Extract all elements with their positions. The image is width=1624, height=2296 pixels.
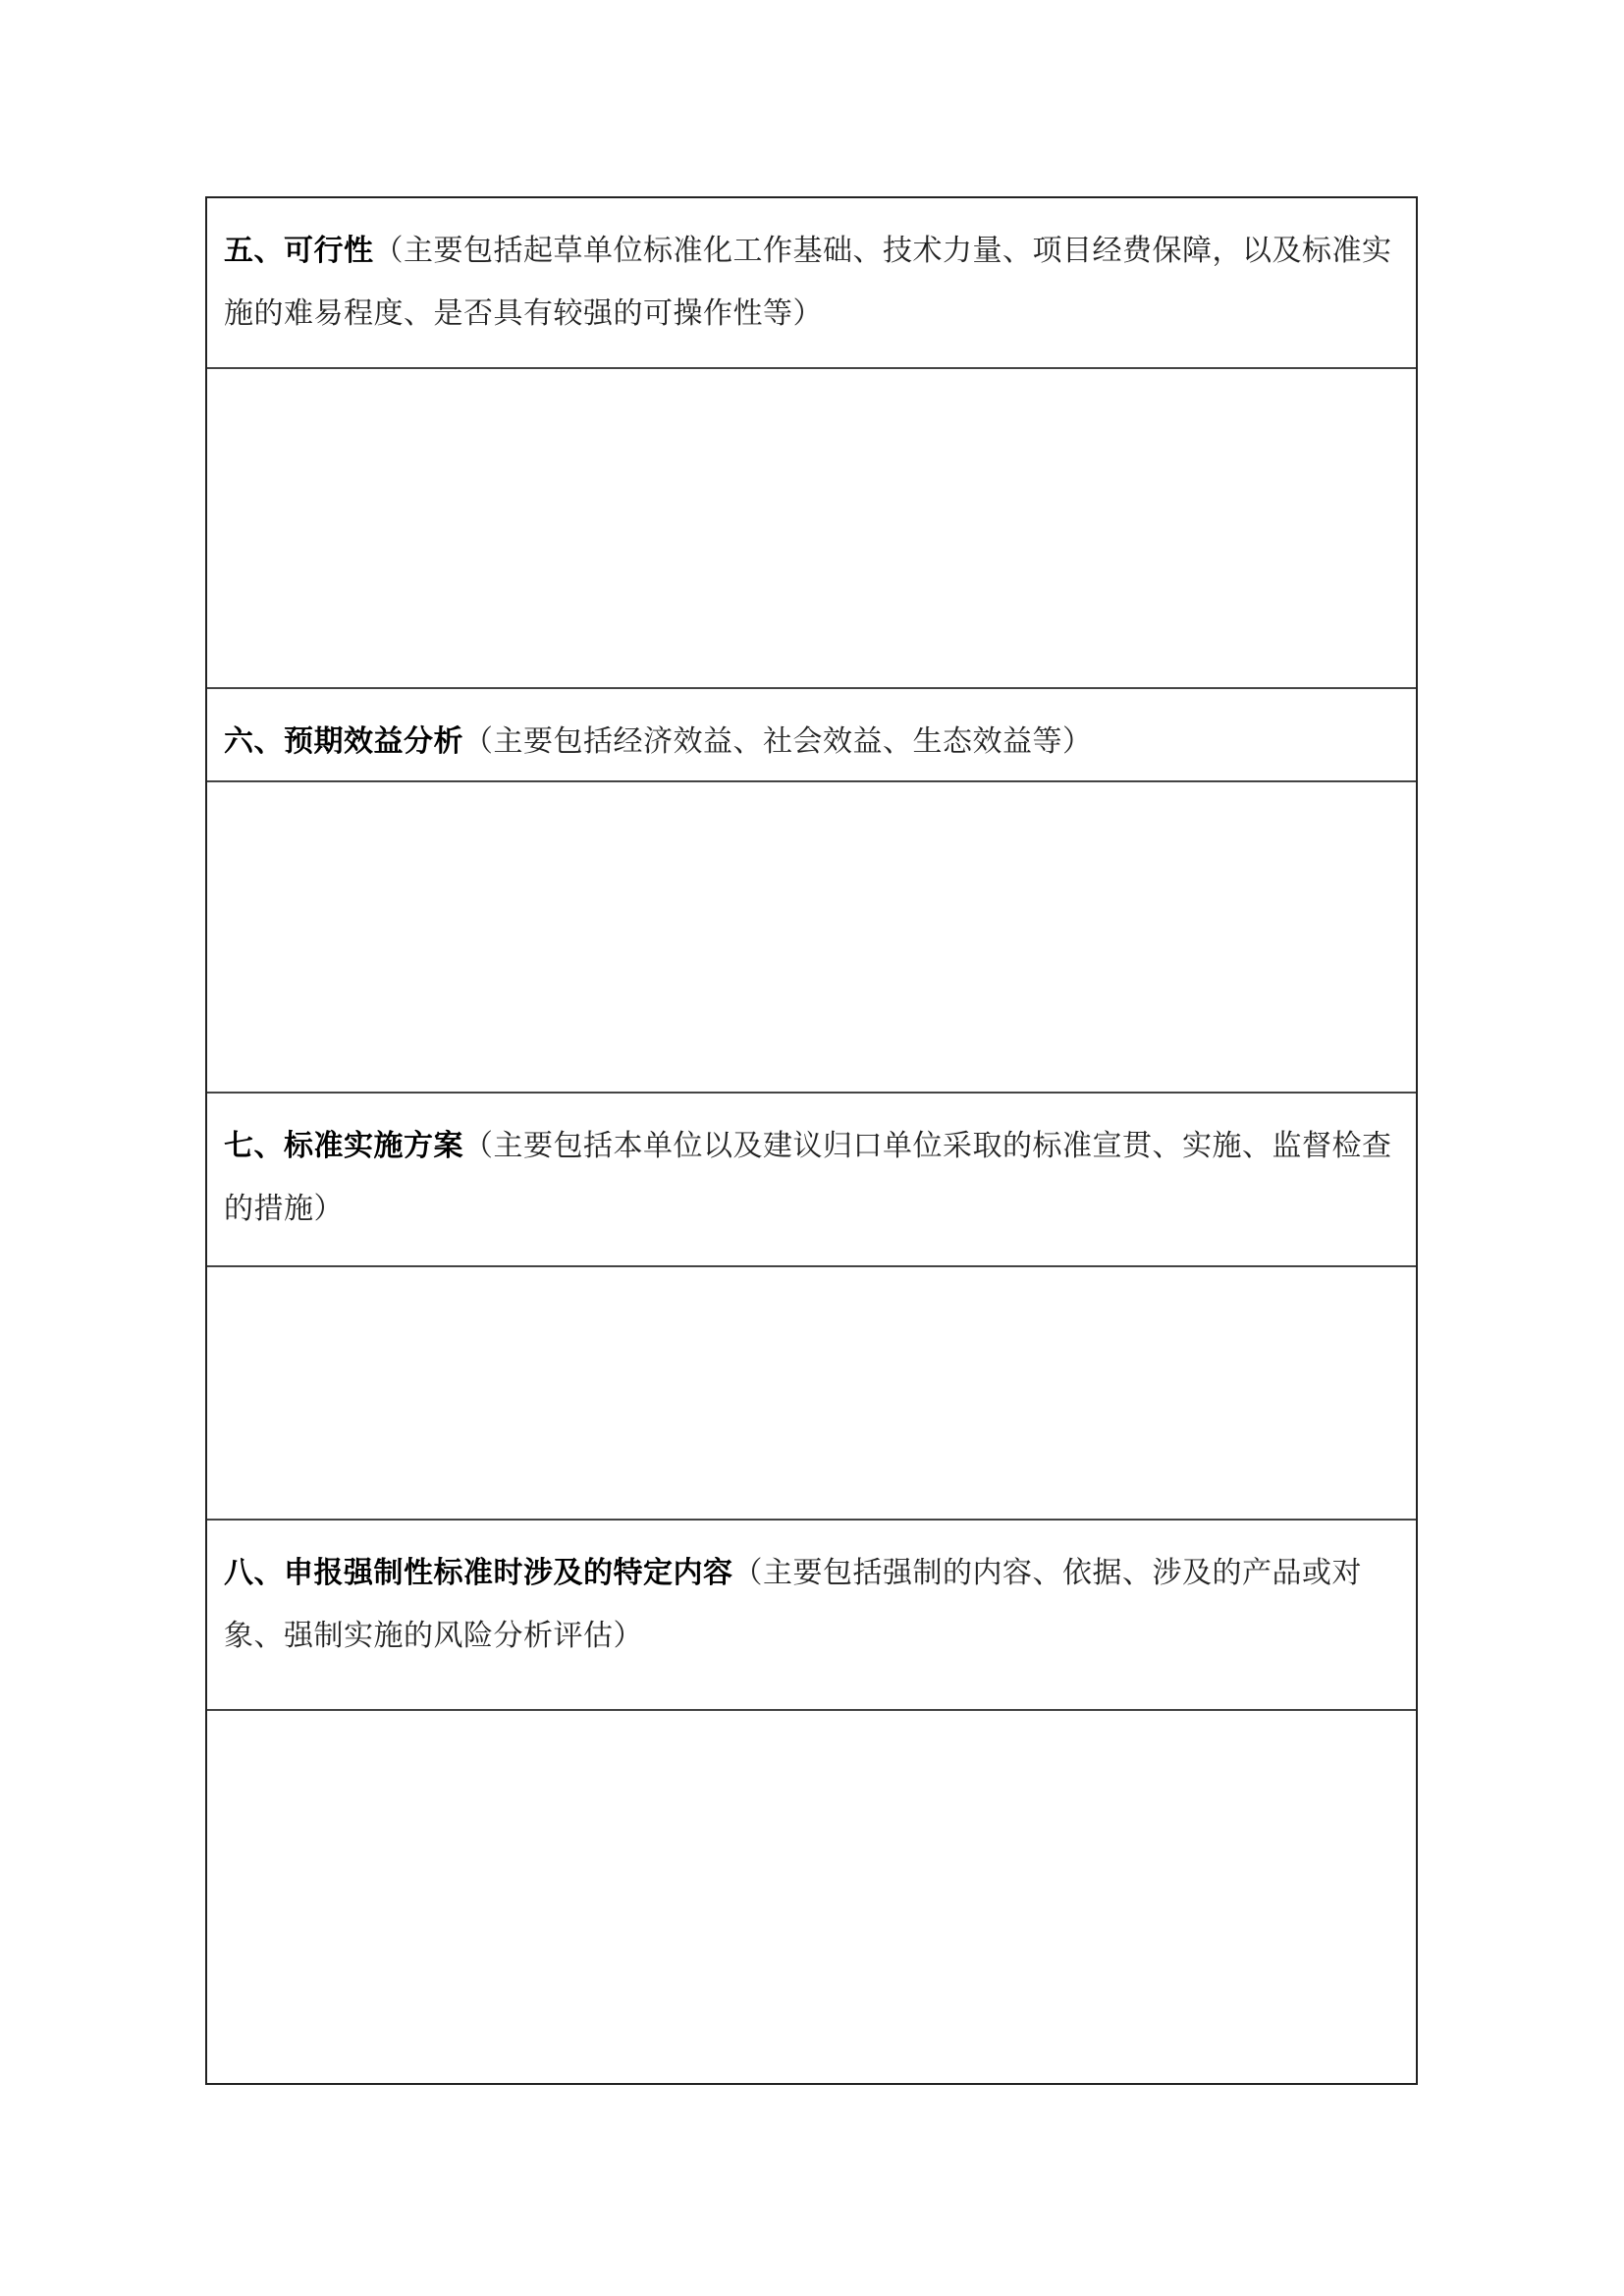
section-7-title xyxy=(224,1129,463,1163)
section-8-description: （主要包括强制的内容、依据、涉及的产品或对象、强制实施的风险分析评估） xyxy=(224,1556,1362,1653)
section-6-title-text: 预期效益分析 xyxy=(284,724,463,759)
section-5-title-text: 可行性 xyxy=(284,234,374,268)
section-5-content-field[interactable] xyxy=(207,369,1416,689)
section-6-description: （主要包括经济效益、社会效益、生态效益等） xyxy=(463,724,1093,759)
section-7-heading-text xyxy=(224,1115,1399,1241)
section-7-content-field[interactable] xyxy=(207,1267,1416,1521)
section-8-number: 八、 xyxy=(224,1556,284,1590)
section-8-title xyxy=(224,1556,733,1590)
section-8-title-text: 申报强制性标准时涉及的特定内容 xyxy=(284,1556,733,1590)
section-8-heading xyxy=(207,1521,1416,1711)
section-6-title xyxy=(224,724,463,759)
section-6-heading xyxy=(207,689,1416,782)
section-6-content-field[interactable] xyxy=(207,782,1416,1094)
section-7-description: （主要包括本单位以及建议归口单位采取的标准宣贯、实施、监督检查的措施） xyxy=(224,1129,1392,1226)
section-8-content-field[interactable] xyxy=(207,1711,1416,2083)
section-5-heading-text xyxy=(224,220,1399,346)
section-6-number: 六、 xyxy=(224,724,284,759)
section-6-heading-text xyxy=(224,711,1399,774)
section-5-description: （主要包括起草单位标准化工作基础、技术力量、项目经费保障，以及标准实施的难易程度、是否具有较强的可操作性等） xyxy=(224,234,1392,331)
section-5-heading xyxy=(207,198,1416,369)
section-7-number: 七、 xyxy=(224,1129,284,1163)
section-7-heading xyxy=(207,1094,1416,1267)
form-table xyxy=(205,196,1418,2085)
section-5-title xyxy=(224,234,374,268)
section-5-number: 五、 xyxy=(224,234,284,268)
section-7-title-text: 标准实施方案 xyxy=(284,1129,463,1163)
section-8-heading-text xyxy=(224,1542,1399,1668)
